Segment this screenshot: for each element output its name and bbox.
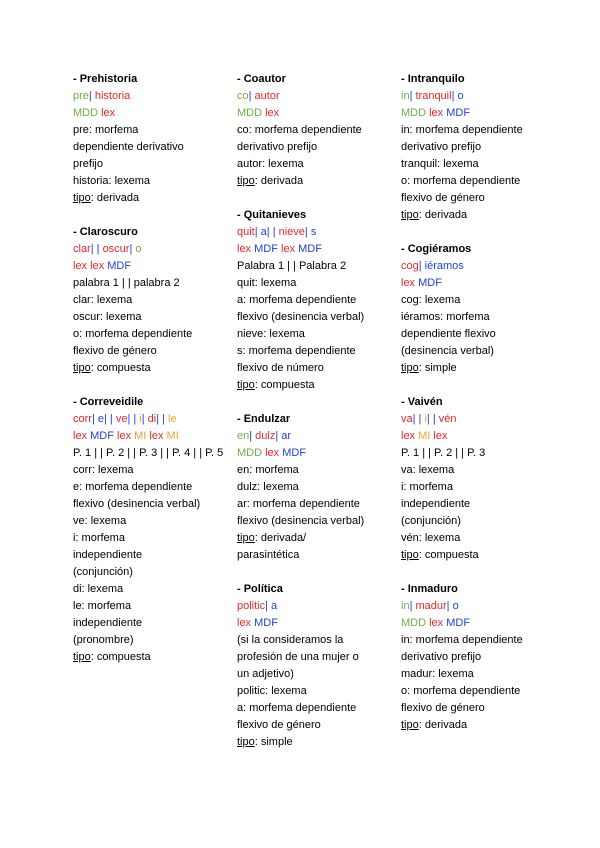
morpheme-code: MDF xyxy=(107,260,132,272)
morpheme-segment: o xyxy=(457,90,464,102)
morpheme-segment: | xyxy=(409,600,416,612)
morpheme-segment: | xyxy=(254,226,261,238)
analysis-line: dependiente flexivo xyxy=(401,328,496,340)
morpheme-codes xyxy=(401,615,561,632)
tipo-label: tipo xyxy=(401,719,419,731)
morpheme-code: lex xyxy=(149,430,167,442)
analysis-line: flexivo de género xyxy=(401,192,485,204)
tipo-label: tipo xyxy=(73,192,91,204)
morpheme-code: lex xyxy=(117,430,135,442)
morpheme-segment: o xyxy=(135,243,142,255)
morpheme-segment: | | xyxy=(266,226,279,238)
analysis-line: o: morfema dependiente xyxy=(401,175,521,187)
morpheme-segment: quit xyxy=(237,226,255,238)
morpheme-code: lex xyxy=(401,430,419,442)
column-2 xyxy=(237,71,397,768)
analysis-line: corr: lexema xyxy=(73,464,134,476)
morpheme-codes xyxy=(401,428,561,445)
morpheme-codes xyxy=(237,445,397,462)
morpheme-code: MDF xyxy=(282,447,307,459)
morpheme-segment: s xyxy=(310,226,317,238)
tipo-value: : compuesta xyxy=(90,362,151,374)
tipo-value: : derivada xyxy=(254,175,304,187)
morpheme-segment: politic xyxy=(237,600,266,612)
analysis-line: di: lexema xyxy=(73,583,124,595)
tipo-line xyxy=(73,649,233,666)
morpheme-codes xyxy=(237,615,397,632)
morpheme-segment: | xyxy=(304,226,311,238)
analysis-line: le: morfema xyxy=(73,600,132,612)
tipo-label: tipo xyxy=(401,362,419,374)
analysis-line: historia: lexema xyxy=(73,175,151,187)
morpheme-segment: | xyxy=(409,90,416,102)
morpheme-segment: | | xyxy=(426,413,439,425)
morpheme-segmentation xyxy=(401,258,561,275)
analysis-line: Palabra 1 | | Palabra 2 xyxy=(237,260,347,272)
morpheme-segment: o xyxy=(452,600,459,612)
morpheme-segment: historia xyxy=(94,90,131,102)
analysis-line: flexivo de género xyxy=(73,345,157,357)
morpheme-segmentation xyxy=(401,88,561,105)
tipo-line xyxy=(401,360,561,377)
tipo-line xyxy=(401,717,561,734)
morpheme-code: MDD xyxy=(401,107,430,119)
analysis-line: flexivo (desinencia verbal) xyxy=(237,515,365,527)
analysis-line: flexivo de número xyxy=(237,362,324,374)
tipo-label: tipo xyxy=(73,651,91,663)
morpheme-code: lex xyxy=(73,430,91,442)
morpheme-segment: | xyxy=(418,260,425,272)
analysis-line: e: morfema dependiente xyxy=(73,481,193,493)
column-1 xyxy=(73,71,233,683)
analysis-line: ar: morfema dependiente xyxy=(237,498,360,510)
tipo-line xyxy=(73,190,233,207)
analysis-line: (desinencia verbal) xyxy=(401,345,494,357)
analysis-line: dependiente derivativo xyxy=(73,141,184,153)
word-entry xyxy=(73,71,233,207)
morpheme-codes xyxy=(401,105,561,122)
morpheme-segment: | xyxy=(249,430,256,442)
morpheme-segment: vén xyxy=(438,413,457,425)
analysis-line: s: morfema dependiente xyxy=(237,345,356,357)
analysis-line: (conjunción) xyxy=(73,566,133,578)
analysis-line: palabra 1 | | palabra 2 xyxy=(73,277,180,289)
morpheme-segment: iéramos xyxy=(424,260,464,272)
analysis-line: (conjunción) xyxy=(401,515,461,527)
morpheme-segment: madur xyxy=(415,600,447,612)
word-title: - Claroscuro xyxy=(73,226,138,238)
analysis-line: independiente xyxy=(73,549,143,561)
morpheme-code: lex xyxy=(237,243,255,255)
morpheme-code: lex xyxy=(237,617,255,629)
analysis-line: derivativo prefijo xyxy=(401,651,482,663)
morpheme-segmentation xyxy=(237,224,397,241)
analysis-line: P. 1 | | P. 2 | | P. 3 | | P. 4 | | P. 5 xyxy=(73,447,224,459)
morpheme-segment: co xyxy=(237,90,249,102)
word-entry xyxy=(401,71,561,224)
morpheme-segment: | xyxy=(91,413,98,425)
morpheme-segment: | xyxy=(88,90,95,102)
analysis-line: o: morfema dependiente xyxy=(73,328,193,340)
tipo-label: tipo xyxy=(237,175,255,187)
morpheme-segment: | xyxy=(248,90,255,102)
analysis-line: prefijo xyxy=(73,158,103,170)
analysis-line: (si la consideramos la xyxy=(237,634,344,646)
analysis-line: dulz: lexema xyxy=(237,481,299,493)
morpheme-segmentation xyxy=(73,241,233,258)
analysis-line: iéramos: morfema xyxy=(401,311,490,323)
analysis-line: a: morfema dependiente xyxy=(237,702,357,714)
word-entry xyxy=(401,394,561,564)
analysis-line: P. 1 | | P. 2 | | P. 3 xyxy=(401,447,486,459)
tipo-label: tipo xyxy=(401,209,419,221)
morpheme-segment: | | xyxy=(90,243,103,255)
tipo-continuation: parasintética xyxy=(237,549,300,561)
morpheme-segment: in xyxy=(401,90,410,102)
morpheme-segment: di xyxy=(147,413,157,425)
morpheme-segment: | xyxy=(446,600,453,612)
morpheme-code: MDF xyxy=(298,243,322,255)
morpheme-segmentation xyxy=(237,598,397,615)
tipo-line xyxy=(73,360,233,377)
analysis-line: en: morfema xyxy=(237,464,299,476)
morpheme-segment: a xyxy=(271,600,278,612)
morpheme-segment: en xyxy=(237,430,250,442)
morpheme-code: lex xyxy=(281,243,299,255)
analysis-line: ve: lexema xyxy=(73,515,127,527)
morpheme-code: MDF xyxy=(446,107,471,119)
tipo-value: : compuesta xyxy=(90,651,151,663)
tipo-value: : derivada xyxy=(418,209,468,221)
word-title: - Vaivén xyxy=(401,396,443,408)
word-entry xyxy=(237,411,397,564)
tipo-value: : simple xyxy=(418,362,457,374)
word-entry xyxy=(237,207,397,394)
analysis-line: va: lexema xyxy=(401,464,455,476)
analysis-line: clar: lexema xyxy=(73,294,133,306)
tipo-line xyxy=(237,173,397,190)
tipo-label: tipo xyxy=(401,549,419,561)
word-title: - Quitanieves xyxy=(237,209,307,221)
morpheme-segment: corr xyxy=(73,413,92,425)
morpheme-codes xyxy=(237,241,397,258)
analysis-line: co: morfema dependiente xyxy=(237,124,362,136)
morpheme-segment: | xyxy=(141,413,148,425)
word-title: - Correveidile xyxy=(73,396,144,408)
morpheme-code: MI xyxy=(166,430,179,442)
morpheme-segmentation xyxy=(237,428,397,445)
morpheme-segment: clar xyxy=(73,243,91,255)
tipo-value: : derivada xyxy=(90,192,140,204)
word-title: - Coautor xyxy=(237,73,286,85)
morpheme-segment: ve xyxy=(115,413,128,425)
morpheme-code: MDD xyxy=(73,107,102,119)
word-entry xyxy=(73,394,233,666)
tipo-line xyxy=(401,547,561,564)
morpheme-segment: oscur xyxy=(102,243,130,255)
word-title: - Cogiéramos xyxy=(401,243,472,255)
morpheme-code: lex xyxy=(433,430,448,442)
morpheme-code: lex xyxy=(429,107,447,119)
morpheme-codes xyxy=(73,105,233,122)
morpheme-segment: ar xyxy=(281,430,292,442)
word-entry xyxy=(237,71,397,190)
morpheme-segmentation xyxy=(73,88,233,105)
analysis-line: profesión de una mujer o xyxy=(237,651,359,663)
analysis-line: (pronombre) xyxy=(73,634,134,646)
word-title: - Inmaduro xyxy=(401,583,458,595)
morpheme-segment: | xyxy=(451,90,458,102)
tipo-label: tipo xyxy=(237,532,255,544)
morpheme-segment: va xyxy=(401,413,413,425)
analysis-line: politic: lexema xyxy=(237,685,307,697)
morpheme-segment: le xyxy=(168,413,177,425)
morpheme-code: lex xyxy=(101,107,116,119)
column-3 xyxy=(401,71,561,751)
morpheme-code: lex xyxy=(265,107,280,119)
tipo-line xyxy=(237,530,397,547)
morpheme-segment: nieve xyxy=(278,226,305,238)
word-entry xyxy=(401,241,561,377)
analysis-line: flexivo (desinencia verbal) xyxy=(237,311,365,323)
morpheme-code: lex xyxy=(429,617,447,629)
morpheme-segment: i xyxy=(139,413,142,425)
morpheme-segment: i xyxy=(424,413,427,425)
tipo-value: : derivada xyxy=(418,719,468,731)
analysis-line: quit: lexema xyxy=(237,277,297,289)
morpheme-segment: | | xyxy=(127,413,140,425)
analysis-line: autor: lexema xyxy=(237,158,304,170)
analysis-line: independiente xyxy=(401,498,471,510)
tipo-value: : simple xyxy=(254,736,293,748)
morpheme-segment: | xyxy=(129,243,136,255)
morpheme-segment: | | xyxy=(156,413,169,425)
morpheme-segment: pre xyxy=(73,90,89,102)
morpheme-segment: | | xyxy=(412,413,425,425)
morpheme-segment: dulz xyxy=(255,430,276,442)
word-title: - Prehistoria xyxy=(73,73,138,85)
analysis-line: pre: morfema xyxy=(73,124,139,136)
tipo-label: tipo xyxy=(73,362,91,374)
tipo-line xyxy=(237,377,397,394)
analysis-line: vén: lexema xyxy=(401,532,461,544)
tipo-line xyxy=(237,734,397,751)
morpheme-code: MI xyxy=(134,430,150,442)
analysis-line: independiente xyxy=(73,617,143,629)
analysis-line: un adjetivo) xyxy=(237,668,294,680)
word-title: - Endulzar xyxy=(237,413,291,425)
morpheme-codes xyxy=(73,258,233,275)
analysis-line: flexivo de género xyxy=(237,719,321,731)
morpheme-segment: autor xyxy=(254,90,280,102)
morpheme-code: MDD xyxy=(237,107,266,119)
morpheme-segmentation xyxy=(401,598,561,615)
analysis-line: derivativo prefijo xyxy=(401,141,482,153)
analysis-line: i: morfema xyxy=(73,532,125,544)
morpheme-segmentation xyxy=(401,411,561,428)
morpheme-segment: | xyxy=(265,600,272,612)
analysis-line: in: morfema dependiente xyxy=(401,634,523,646)
tipo-label: tipo xyxy=(237,379,255,391)
morpheme-segment: | | xyxy=(104,413,116,425)
analysis-line: flexivo de género xyxy=(401,702,485,714)
morpheme-codes xyxy=(73,428,233,445)
analysis-line: in: morfema dependiente xyxy=(401,124,523,136)
morpheme-code: lex lex xyxy=(73,260,108,272)
morpheme-segment: | xyxy=(275,430,282,442)
morpheme-code: MDF xyxy=(90,430,118,442)
analysis-line: derivativo prefijo xyxy=(237,141,318,153)
word-entry xyxy=(401,581,561,734)
analysis-line: o: morfema dependiente xyxy=(401,685,521,697)
morpheme-segment: e xyxy=(97,413,104,425)
morpheme-segmentation xyxy=(73,411,233,428)
morpheme-codes xyxy=(237,105,397,122)
analysis-line: flexivo (desinencia verbal) xyxy=(73,498,201,510)
morpheme-code: lex xyxy=(401,277,419,289)
tipo-value: : compuesta xyxy=(254,379,315,391)
tipo-line xyxy=(401,207,561,224)
tipo-value: : compuesta xyxy=(418,549,479,561)
word-entry xyxy=(73,224,233,377)
tipo-label: tipo xyxy=(237,736,255,748)
tipo-value: : derivada/ xyxy=(254,532,307,544)
analysis-line: tranquil: lexema xyxy=(401,158,479,170)
analysis-line: i: morfema xyxy=(401,481,453,493)
morpheme-code: MDD xyxy=(237,447,266,459)
morpheme-code: MI xyxy=(418,430,434,442)
word-title: - Intranquilo xyxy=(401,73,465,85)
analysis-line: a: morfema dependiente xyxy=(237,294,357,306)
word-title: - Política xyxy=(237,583,283,595)
word-entry xyxy=(237,581,397,751)
morpheme-code: MDF xyxy=(446,617,471,629)
morpheme-code: MDD xyxy=(401,617,430,629)
morpheme-segment: a xyxy=(260,226,267,238)
morpheme-code: MDF xyxy=(254,243,282,255)
morpheme-segment: cog xyxy=(401,260,419,272)
morpheme-segment: tranquil xyxy=(415,90,452,102)
morpheme-segmentation xyxy=(237,88,397,105)
morpheme-segment: in xyxy=(401,600,410,612)
morpheme-code: MDF xyxy=(254,617,278,629)
morpheme-code: lex xyxy=(265,447,283,459)
morpheme-code: MDF xyxy=(418,277,442,289)
analysis-line: nieve: lexema xyxy=(237,328,305,340)
morpheme-codes xyxy=(401,275,561,292)
analysis-line: cog: lexema xyxy=(401,294,461,306)
analysis-line: oscur: lexema xyxy=(73,311,142,323)
analysis-line: madur: lexema xyxy=(401,668,474,680)
